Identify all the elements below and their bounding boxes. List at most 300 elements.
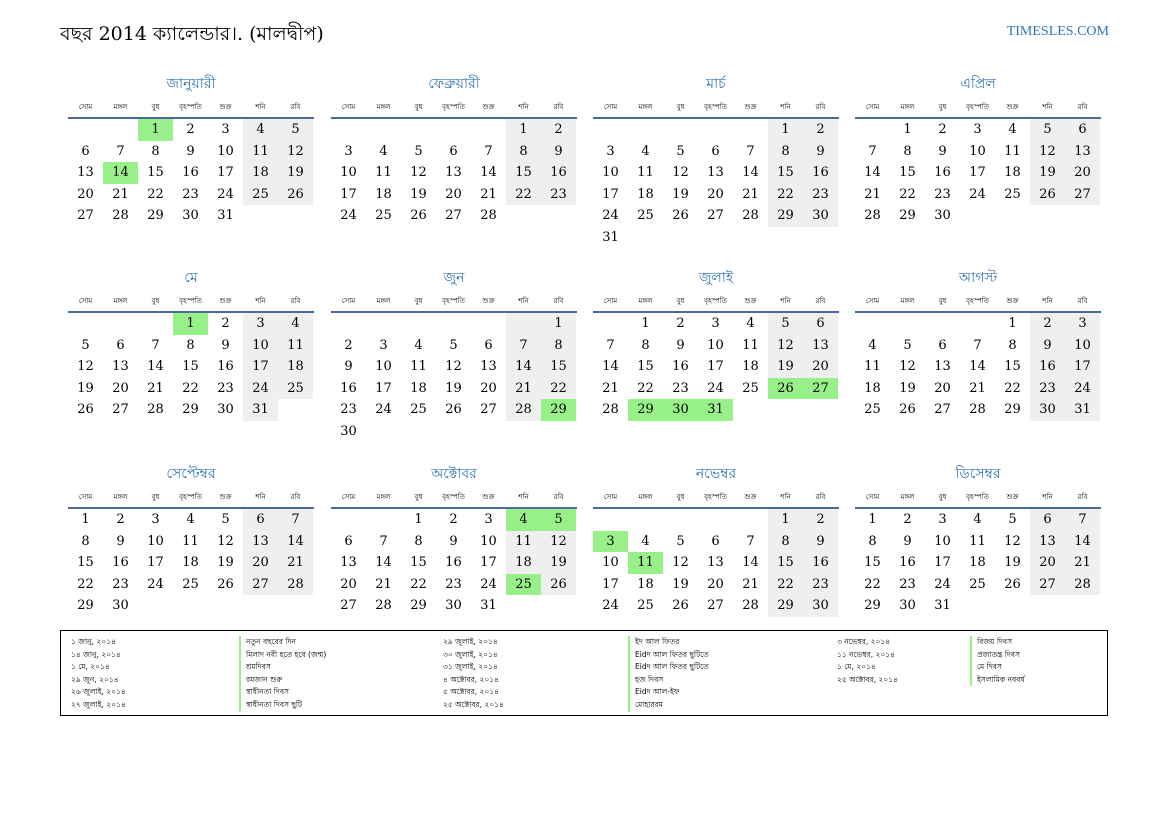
day-cell[interactable]: 27 — [707, 598, 724, 614]
day-cell[interactable]: 28 — [602, 402, 619, 418]
day-cell[interactable]: 9 — [803, 141, 838, 163]
day-cell[interactable]: 11 — [243, 141, 278, 163]
day-cell[interactable]: 8 — [186, 337, 195, 353]
day-cell[interactable]: 24 — [602, 598, 619, 614]
day-cell[interactable]: 3 — [711, 316, 720, 331]
day-cell[interactable]: 19 — [899, 380, 916, 396]
day-cell[interactable]: 19 — [445, 380, 462, 396]
day-cell[interactable]: 10 — [969, 143, 986, 159]
day-cell[interactable]: 26 — [278, 184, 313, 206]
day-cell[interactable]: 18 — [375, 186, 392, 202]
day-cell[interactable]: 25 — [969, 576, 986, 592]
day-cell[interactable]: 17 — [1065, 356, 1100, 378]
day-cell[interactable]: 28 — [147, 402, 164, 418]
day-cell[interactable]: 27 — [480, 402, 497, 418]
day-cell[interactable]: 10 — [217, 143, 234, 159]
day-cell[interactable]: 21 — [742, 576, 759, 592]
day-cell[interactable]: 23 — [112, 576, 129, 592]
day-cell[interactable]: 11 — [410, 359, 427, 375]
day-cell[interactable]: 26 — [445, 402, 462, 418]
day-cell[interactable]: 31 — [1065, 399, 1100, 421]
day-cell[interactable]: 25 — [410, 402, 427, 418]
day-cell[interactable]: 2 — [803, 119, 838, 141]
day-cell[interactable]: 9 — [903, 533, 912, 549]
day-cell[interactable]: 9 — [938, 143, 947, 159]
day-cell[interactable]: 3 — [973, 122, 982, 137]
day-cell[interactable]: 4 — [278, 313, 313, 335]
day-cell[interactable]: 4 — [414, 337, 423, 353]
day-cell[interactable]: 17 — [375, 380, 392, 396]
day-cell[interactable]: 24 — [147, 576, 164, 592]
day-cell[interactable]: 5 — [278, 119, 313, 141]
day-cell[interactable]: 4 — [186, 512, 195, 527]
day-cell[interactable]: 25 — [243, 184, 278, 206]
day-cell[interactable]: 16 — [541, 162, 576, 184]
day-cell[interactable]: 17 — [147, 555, 164, 571]
day-cell[interactable]: 29 — [77, 598, 94, 614]
day-cell[interactable]: 3 — [938, 512, 947, 527]
day-cell[interactable]: 27 — [1065, 184, 1100, 206]
day-cell[interactable]: 26 — [217, 576, 234, 592]
day-cell[interactable]: 23 — [340, 402, 357, 418]
day-cell[interactable]: 26 — [768, 378, 803, 400]
day-cell[interactable]: 21 — [147, 380, 164, 396]
day-cell[interactable]: 10 — [602, 165, 619, 181]
day-cell[interactable]: 11 — [278, 335, 313, 357]
day-cell[interactable]: 11 — [182, 533, 199, 549]
day-cell[interactable]: 10 — [1065, 335, 1100, 357]
day-cell[interactable]: 17 — [217, 165, 234, 181]
day-cell[interactable]: 30 — [112, 598, 129, 614]
day-cell[interactable]: 12 — [1030, 141, 1065, 163]
day-cell[interactable]: 8 — [414, 533, 423, 549]
day-cell[interactable]: 2 — [449, 512, 458, 527]
day-cell[interactable]: 28 — [864, 208, 881, 224]
day-cell[interactable]: 30 — [1030, 399, 1065, 421]
day-cell[interactable]: 30 — [340, 423, 357, 439]
day-cell[interactable]: 2 — [186, 122, 195, 137]
day-cell[interactable]: 4 — [746, 316, 755, 331]
day-cell[interactable]: 7 — [606, 337, 615, 353]
day-cell[interactable]: 4 — [379, 143, 388, 159]
day-cell[interactable]: 28 — [742, 598, 759, 614]
day-cell[interactable]: 26 — [672, 208, 689, 224]
day-cell[interactable]: 24 — [934, 576, 951, 592]
day-cell[interactable]: 3 — [606, 143, 615, 159]
day-cell[interactable]: 3 — [151, 512, 160, 527]
day-cell[interactable]: 27 — [112, 402, 129, 418]
day-cell[interactable]: 29 — [147, 208, 164, 224]
day-cell[interactable]: 19 — [217, 555, 234, 571]
day-cell[interactable]: 14 — [480, 165, 497, 181]
day-cell[interactable]: 24 — [707, 380, 724, 396]
day-cell[interactable]: 7 — [151, 337, 160, 353]
day-cell[interactable]: 9 — [1030, 335, 1065, 357]
day-cell[interactable]: 26 — [77, 402, 94, 418]
day-cell[interactable]: 14 — [103, 162, 138, 184]
day-cell[interactable]: 24 — [217, 186, 234, 202]
day-cell[interactable]: 17 — [707, 359, 724, 375]
day-cell[interactable]: 4 — [243, 119, 278, 141]
day-cell[interactable]: 8 — [151, 143, 160, 159]
day-cell[interactable]: 9 — [449, 533, 458, 549]
day-cell[interactable]: 28 — [278, 574, 313, 596]
day-cell[interactable]: 4 — [506, 509, 541, 531]
day-cell[interactable]: 14 — [147, 359, 164, 375]
day-cell[interactable]: 8 — [903, 143, 912, 159]
day-cell[interactable]: 12 — [410, 165, 427, 181]
day-cell[interactable]: 7 — [746, 143, 755, 159]
day-cell[interactable]: 11 — [628, 552, 663, 574]
day-cell[interactable]: 24 — [340, 208, 357, 224]
day-cell[interactable]: 27 — [243, 574, 278, 596]
day-cell[interactable]: 10 — [147, 533, 164, 549]
day-cell[interactable]: 27 — [445, 208, 462, 224]
day-cell[interactable]: 28 — [742, 208, 759, 224]
day-cell[interactable]: 7 — [506, 335, 541, 357]
day-cell[interactable]: 10 — [934, 533, 951, 549]
day-cell[interactable]: 11 — [742, 337, 759, 353]
day-cell[interactable]: 5 — [903, 337, 912, 353]
day-cell[interactable]: 23 — [899, 576, 916, 592]
day-cell[interactable]: 22 — [541, 378, 576, 400]
day-cell[interactable]: 30 — [217, 402, 234, 418]
day-cell[interactable]: 6 — [243, 509, 278, 531]
day-cell[interactable]: 12 — [445, 359, 462, 375]
day-cell[interactable]: 30 — [445, 598, 462, 614]
day-cell[interactable]: 9 — [676, 337, 685, 353]
day-cell[interactable]: 28 — [506, 399, 541, 421]
day-cell[interactable]: 29 — [410, 598, 427, 614]
day-cell[interactable]: 3 — [344, 143, 353, 159]
day-cell[interactable]: 2 — [676, 316, 685, 331]
day-cell[interactable]: 1 — [506, 119, 541, 141]
day-cell[interactable]: 12 — [541, 531, 576, 553]
day-cell[interactable]: 21 — [602, 380, 619, 396]
day-cell[interactable]: 12 — [1004, 533, 1021, 549]
day-cell[interactable]: 25 — [864, 402, 881, 418]
day-cell[interactable]: 13 — [243, 531, 278, 553]
day-cell[interactable]: 10 — [340, 165, 357, 181]
day-cell[interactable]: 26 — [672, 598, 689, 614]
day-cell[interactable]: 8 — [768, 531, 803, 553]
day-cell[interactable]: 5 — [676, 533, 685, 549]
day-cell[interactable]: 29 — [541, 399, 576, 421]
day-cell[interactable]: 4 — [973, 512, 982, 527]
day-cell[interactable]: 21 — [480, 186, 497, 202]
day-cell[interactable]: 20 — [243, 552, 278, 574]
day-cell[interactable]: 3 — [1065, 313, 1100, 335]
day-cell[interactable]: 11 — [506, 531, 541, 553]
day-cell[interactable]: 6 — [711, 533, 720, 549]
day-cell[interactable]: 8 — [1008, 337, 1017, 353]
day-cell[interactable]: 20 — [707, 186, 724, 202]
day-cell[interactable]: 21 — [506, 378, 541, 400]
day-cell[interactable]: 29 — [1004, 402, 1021, 418]
day-cell[interactable]: 21 — [742, 186, 759, 202]
day-cell[interactable]: 12 — [278, 141, 313, 163]
day-cell[interactable]: 21 — [375, 576, 392, 592]
day-cell[interactable]: 2 — [1030, 313, 1065, 335]
day-cell[interactable]: 16 — [1030, 356, 1065, 378]
day-cell[interactable]: 20 — [1065, 162, 1100, 184]
day-cell[interactable]: 18 — [637, 186, 654, 202]
day-cell[interactable]: 31 — [243, 399, 278, 421]
day-cell[interactable]: 23 — [803, 184, 838, 206]
day-cell[interactable]: 13 — [112, 359, 129, 375]
day-cell[interactable]: 29 — [768, 595, 803, 617]
day-cell[interactable]: 14 — [742, 165, 759, 181]
day-cell[interactable]: 13 — [707, 555, 724, 571]
day-cell[interactable]: 9 — [221, 337, 230, 353]
day-cell[interactable]: 5 — [768, 313, 803, 335]
day-cell[interactable]: 14 — [1065, 531, 1100, 553]
day-cell[interactable]: 7 — [484, 143, 493, 159]
day-cell[interactable]: 20 — [445, 186, 462, 202]
day-cell[interactable]: 20 — [1030, 552, 1065, 574]
day-cell[interactable]: 7 — [868, 143, 877, 159]
day-cell[interactable]: 1 — [768, 119, 803, 141]
day-cell[interactable]: 22 — [147, 186, 164, 202]
day-cell[interactable]: 7 — [379, 533, 388, 549]
day-cell[interactable]: 16 — [445, 555, 462, 571]
day-cell[interactable]: 25 — [1004, 186, 1021, 202]
day-cell[interactable]: 13 — [445, 165, 462, 181]
day-cell[interactable]: 19 — [1004, 555, 1021, 571]
day-cell[interactable]: 18 — [243, 162, 278, 184]
day-cell[interactable]: 12 — [899, 359, 916, 375]
day-cell[interactable]: 10 — [602, 555, 619, 571]
day-cell[interactable]: 28 — [969, 402, 986, 418]
day-cell[interactable]: 8 — [541, 335, 576, 357]
day-cell[interactable]: 5 — [449, 337, 458, 353]
day-cell[interactable]: 20 — [77, 186, 94, 202]
day-cell[interactable]: 15 — [1004, 359, 1021, 375]
day-cell[interactable]: 16 — [672, 359, 689, 375]
day-cell[interactable]: 13 — [340, 555, 357, 571]
day-cell[interactable]: 2 — [116, 512, 125, 527]
day-cell[interactable]: 10 — [480, 533, 497, 549]
day-cell[interactable]: 15 — [77, 555, 94, 571]
day-cell[interactable]: 14 — [506, 356, 541, 378]
day-cell[interactable]: 18 — [278, 356, 313, 378]
day-cell[interactable]: 4 — [868, 337, 877, 353]
day-cell[interactable]: 3 — [221, 122, 230, 137]
day-cell[interactable]: 13 — [480, 359, 497, 375]
day-cell[interactable]: 30 — [934, 208, 951, 224]
day-cell[interactable]: 19 — [541, 552, 576, 574]
day-cell[interactable]: 14 — [375, 555, 392, 571]
day-cell[interactable]: 18 — [969, 555, 986, 571]
day-cell[interactable]: 17 — [480, 555, 497, 571]
day-cell[interactable]: 24 — [1065, 378, 1100, 400]
day-cell[interactable]: 20 — [112, 380, 129, 396]
day-cell[interactable]: 14 — [969, 359, 986, 375]
day-cell[interactable]: 26 — [541, 574, 576, 596]
day-cell[interactable]: 31 — [217, 208, 234, 224]
day-cell[interactable]: 17 — [602, 576, 619, 592]
day-cell[interactable]: 5 — [81, 337, 90, 353]
day-cell[interactable]: 7 — [973, 337, 982, 353]
day-cell[interactable]: 13 — [1030, 531, 1065, 553]
day-cell[interactable]: 25 — [637, 598, 654, 614]
day-cell[interactable]: 1 — [173, 313, 208, 335]
day-cell[interactable]: 21 — [969, 380, 986, 396]
day-cell[interactable]: 1 — [868, 512, 877, 527]
day-cell[interactable]: 15 — [410, 555, 427, 571]
day-cell[interactable]: 27 — [934, 402, 951, 418]
day-cell[interactable]: 29 — [864, 598, 881, 614]
day-cell[interactable]: 2 — [344, 337, 353, 353]
day-cell[interactable]: 1 — [1008, 316, 1017, 331]
day-cell[interactable]: 8 — [868, 533, 877, 549]
day-cell[interactable]: 30 — [663, 399, 698, 421]
day-cell[interactable]: 5 — [221, 512, 230, 527]
day-cell[interactable]: 15 — [182, 359, 199, 375]
day-cell[interactable]: 29 — [899, 208, 916, 224]
day-cell[interactable]: 16 — [340, 380, 357, 396]
day-cell[interactable]: 24 — [480, 576, 497, 592]
day-cell[interactable]: 6 — [711, 143, 720, 159]
day-cell[interactable]: 30 — [899, 598, 916, 614]
day-cell[interactable]: 11 — [1004, 143, 1021, 159]
day-cell[interactable]: 19 — [278, 162, 313, 184]
day-cell[interactable]: 14 — [602, 359, 619, 375]
day-cell[interactable]: 22 — [182, 380, 199, 396]
day-cell[interactable]: 16 — [182, 165, 199, 181]
day-cell[interactable]: 13 — [803, 335, 838, 357]
day-cell[interactable]: 9 — [803, 531, 838, 553]
day-cell[interactable]: 2 — [938, 122, 947, 137]
day-cell[interactable]: 15 — [864, 555, 881, 571]
day-cell[interactable]: 27 — [803, 378, 838, 400]
day-cell[interactable]: 26 — [1004, 576, 1021, 592]
day-cell[interactable]: 31 — [698, 399, 733, 421]
day-cell[interactable]: 22 — [410, 576, 427, 592]
day-cell[interactable]: 5 — [1008, 512, 1017, 527]
day-cell[interactable]: 22 — [77, 576, 94, 592]
day-cell[interactable]: 17 — [969, 165, 986, 181]
day-cell[interactable]: 17 — [243, 356, 278, 378]
day-cell[interactable]: 8 — [641, 337, 650, 353]
day-cell[interactable]: 15 — [147, 165, 164, 181]
day-cell[interactable]: 1 — [541, 313, 576, 335]
day-cell[interactable]: 19 — [768, 356, 803, 378]
day-cell[interactable]: 25 — [506, 574, 541, 596]
day-cell[interactable]: 12 — [77, 359, 94, 375]
day-cell[interactable]: 7 — [116, 143, 125, 159]
day-cell[interactable]: 10 — [243, 335, 278, 357]
day-cell[interactable]: 21 — [1065, 552, 1100, 574]
day-cell[interactable]: 2 — [903, 512, 912, 527]
day-cell[interactable]: 16 — [803, 552, 838, 574]
day-cell[interactable]: 22 — [899, 186, 916, 202]
day-cell[interactable]: 10 — [707, 337, 724, 353]
day-cell[interactable]: 16 — [217, 359, 234, 375]
day-cell[interactable]: 27 — [77, 208, 94, 224]
day-cell[interactable]: 21 — [864, 186, 881, 202]
day-cell[interactable]: 24 — [243, 378, 278, 400]
day-cell[interactable]: 29 — [768, 205, 803, 227]
day-cell[interactable]: 13 — [934, 359, 951, 375]
day-cell[interactable]: 4 — [641, 533, 650, 549]
day-cell[interactable]: 23 — [934, 186, 951, 202]
day-cell[interactable]: 29 — [182, 402, 199, 418]
day-cell[interactable]: 15 — [899, 165, 916, 181]
day-cell[interactable]: 6 — [81, 143, 90, 159]
day-cell[interactable]: 2 — [221, 316, 230, 331]
day-cell[interactable]: 1 — [768, 509, 803, 531]
day-cell[interactable]: 3 — [379, 337, 388, 353]
day-cell[interactable]: 18 — [637, 576, 654, 592]
day-cell[interactable]: 28 — [1065, 574, 1100, 596]
day-cell[interactable]: 19 — [672, 576, 689, 592]
day-cell[interactable]: 30 — [803, 205, 838, 227]
day-cell[interactable]: 8 — [81, 533, 90, 549]
day-cell[interactable]: 15 — [506, 162, 541, 184]
day-cell[interactable]: 8 — [506, 141, 541, 163]
day-cell[interactable]: 16 — [112, 555, 129, 571]
day-cell[interactable]: 2 — [803, 509, 838, 531]
day-cell[interactable]: 23 — [217, 380, 234, 396]
day-cell[interactable]: 13 — [707, 165, 724, 181]
day-cell[interactable]: 20 — [934, 380, 951, 396]
day-cell[interactable]: 12 — [672, 165, 689, 181]
day-cell[interactable]: 3 — [243, 313, 278, 335]
day-cell[interactable]: 13 — [1065, 141, 1100, 163]
day-cell[interactable]: 18 — [864, 380, 881, 396]
day-cell[interactable]: 1 — [81, 512, 90, 527]
day-cell[interactable]: 23 — [803, 574, 838, 596]
day-cell[interactable]: 22 — [768, 574, 803, 596]
day-cell[interactable]: 19 — [77, 380, 94, 396]
day-cell[interactable]: 23 — [445, 576, 462, 592]
day-cell[interactable]: 23 — [672, 380, 689, 396]
day-cell[interactable]: 27 — [340, 598, 357, 614]
day-cell[interactable]: 1 — [138, 119, 173, 141]
day-cell[interactable]: 23 — [1030, 378, 1065, 400]
day-cell[interactable]: 9 — [344, 359, 353, 375]
day-cell[interactable]: 6 — [449, 143, 458, 159]
day-cell[interactable]: 1 — [903, 122, 912, 137]
day-cell[interactable]: 12 — [768, 335, 803, 357]
day-cell[interactable]: 25 — [182, 576, 199, 592]
day-cell[interactable]: 20 — [340, 576, 357, 592]
day-cell[interactable]: 18 — [410, 380, 427, 396]
day-cell[interactable]: 29 — [628, 399, 663, 421]
day-cell[interactable]: 9 — [116, 533, 125, 549]
day-cell[interactable]: 24 — [375, 402, 392, 418]
day-cell[interactable]: 11 — [864, 359, 881, 375]
day-cell[interactable]: 17 — [602, 186, 619, 202]
day-cell[interactable]: 1 — [414, 512, 423, 527]
day-cell[interactable]: 18 — [1004, 165, 1021, 181]
day-cell[interactable]: 31 — [602, 229, 619, 245]
day-cell[interactable]: 16 — [803, 162, 838, 184]
day-cell[interactable]: 6 — [344, 533, 353, 549]
day-cell[interactable]: 17 — [934, 555, 951, 571]
day-cell[interactable]: 7 — [746, 533, 755, 549]
day-cell[interactable]: 14 — [864, 165, 881, 181]
day-cell[interactable]: 24 — [969, 186, 986, 202]
day-cell[interactable]: 22 — [768, 184, 803, 206]
day-cell[interactable]: 25 — [637, 208, 654, 224]
day-cell[interactable]: 6 — [1030, 509, 1065, 531]
day-cell[interactable]: 26 — [899, 402, 916, 418]
day-cell[interactable]: 9 — [541, 141, 576, 163]
day-cell[interactable]: 16 — [934, 165, 951, 181]
day-cell[interactable]: 20 — [480, 380, 497, 396]
